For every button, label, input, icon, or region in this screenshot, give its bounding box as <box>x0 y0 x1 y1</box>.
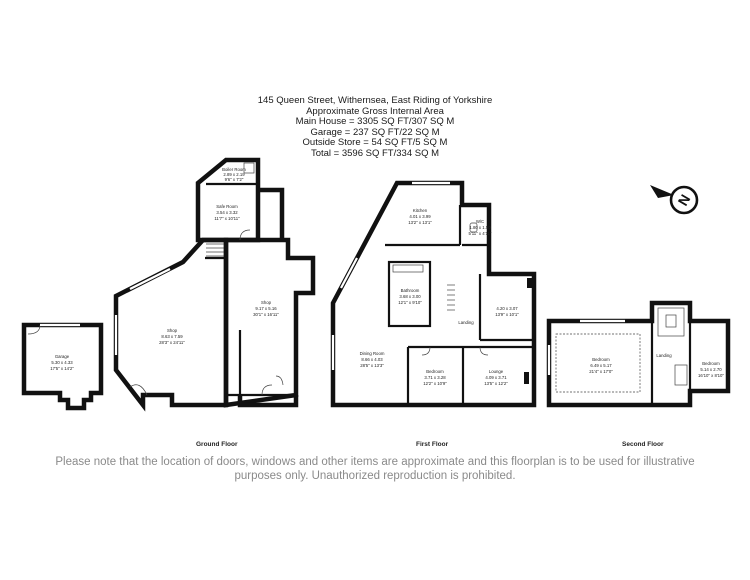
outside-store-area-text: Outside Store = 54 SQ FT/5 SQ M <box>302 137 448 149</box>
safe-room-imperial: 11'7" x 10'11" <box>214 216 240 221</box>
bedroom-second-large-imperial: 21'4" x 17'0" <box>589 369 613 374</box>
room-east-chimney <box>527 278 532 288</box>
bedroom-second-small-imperial: 16'10" x 8'10" <box>698 373 724 378</box>
shop-right-door-swing <box>262 385 272 395</box>
bedroom-first-name: Bedroom <box>426 369 444 374</box>
lounge-metric: 4.09 x 3.71 <box>485 375 507 380</box>
second-floor-plan <box>549 303 728 405</box>
bedroom-first-metric: 3.71 x 3.28 <box>424 375 446 380</box>
shop-left-imperial: 28'3" x 24'11" <box>159 340 185 345</box>
garage-area-text: Garage = 237 SQ FT/22 SQ M <box>310 126 440 138</box>
shop-left-outline <box>116 240 226 405</box>
room-first-imperial: 13'9" x 10'1" <box>495 312 519 317</box>
compass-icon <box>650 185 697 213</box>
first-floor-label: First Floor <box>416 441 449 448</box>
bathroom-name: Bathroom <box>400 288 420 293</box>
shop-left-metric: 8.63 x 7.59 <box>161 334 183 339</box>
bathroom-metric: 3.68 x 3.00 <box>399 294 421 299</box>
room-first-metric: 4.20 x 3.07 <box>496 306 518 311</box>
garage-metric: 5.30 x 4.33 <box>51 360 73 365</box>
bedroom-second-large-name: Bedroom <box>592 357 610 362</box>
main-house-area-text: Main House = 3305 SQ FT/307 SQ M <box>295 116 455 128</box>
garage-imperial: 17'5" x 14'2" <box>50 366 74 371</box>
boiler-room-imperial: 9'6" x 7'2" <box>224 177 244 182</box>
wc-name: W/C <box>475 219 485 224</box>
shop-left-window-north <box>130 269 170 289</box>
lounge-fireplace <box>524 372 529 384</box>
first-floor-stairs <box>447 285 455 310</box>
bedroom-second-small-metric: 5.14 x 2.70 <box>700 367 722 372</box>
total-area-text: Total = 3596 SQ FT/334 SQ M <box>310 147 440 159</box>
area-title-text: Approximate Gross Internal Area <box>306 105 444 117</box>
bathroom-bath <box>393 265 423 272</box>
shop-left-name: Shop <box>166 328 178 333</box>
shop-right-metric: 9.17 x 5.16 <box>255 306 277 311</box>
bathroom-imperial: 12'1" x 9'10" <box>398 300 422 305</box>
compass-letter: N <box>674 191 694 209</box>
dining-room-name: Dining Room <box>359 351 385 356</box>
kitchen-name: Kitchen <box>412 208 428 213</box>
garage-name: Garage <box>54 354 70 359</box>
ground-floor-label: Ground Floor <box>196 441 238 448</box>
wc-metric: 1.80 x 1.50 <box>469 225 491 230</box>
address-text: 145 Queen Street, Withernsea, East Riding of Yorkshire <box>257 95 493 106</box>
bedroom-first-imperial: 12'2" x 10'9" <box>423 381 447 386</box>
lounge-name: Lounge <box>488 369 504 374</box>
kitchen-imperial: 13'2" x 13'1" <box>408 220 432 225</box>
passage-wall <box>258 190 282 240</box>
bedroom-second-small-name: Bedroom <box>702 361 720 366</box>
kitchen-metric: 4.01 x 3.99 <box>409 214 431 219</box>
landing-second-name: Landing <box>656 353 672 358</box>
second-floor-cupboard <box>675 365 687 385</box>
second-floor-outline <box>549 303 728 405</box>
second-floor-label: Second Floor <box>622 441 664 448</box>
shop-right-name: Shop <box>260 300 272 305</box>
bedroom-second-large-metric: 6.49 x 5.17 <box>590 363 612 368</box>
wc-imperial: 5'11" x 4'11" <box>468 231 492 236</box>
lounge-door-swing <box>480 347 488 355</box>
disclaimer-line-2: purposes only. Unauthorized reproduction is prohibited. <box>234 470 516 482</box>
lounge-imperial: 13'5" x 12'2" <box>484 381 508 386</box>
boiler-room-name: Boiler Room <box>222 167 246 172</box>
disclaimer-text <box>20 455 730 483</box>
shop-right-inner-door-swing <box>276 376 283 385</box>
first-floor-west-window <box>341 258 357 288</box>
shop-left-stairs <box>206 244 224 256</box>
safe-room-metric: 3.54 x 3.32 <box>216 210 238 215</box>
boiler-room-metric: 2.89 x 2.19 <box>223 172 245 177</box>
disclaimer-line-1: Please note that the location of doors, windows and other items are approximate and this floorplan is to be used for illustrative <box>55 456 695 468</box>
dining-room-metric: 8.66 x 4.03 <box>361 357 383 362</box>
dining-room-imperial: 28'5" x 13'3" <box>360 363 384 368</box>
safe-room-name: Safe Room <box>216 204 238 209</box>
bedroom-door-swing <box>422 347 430 355</box>
shop-right-imperial: 30'1" x 16'11" <box>253 312 279 317</box>
landing-first-name: Landing <box>458 320 474 325</box>
second-floor-stairs <box>658 308 684 336</box>
